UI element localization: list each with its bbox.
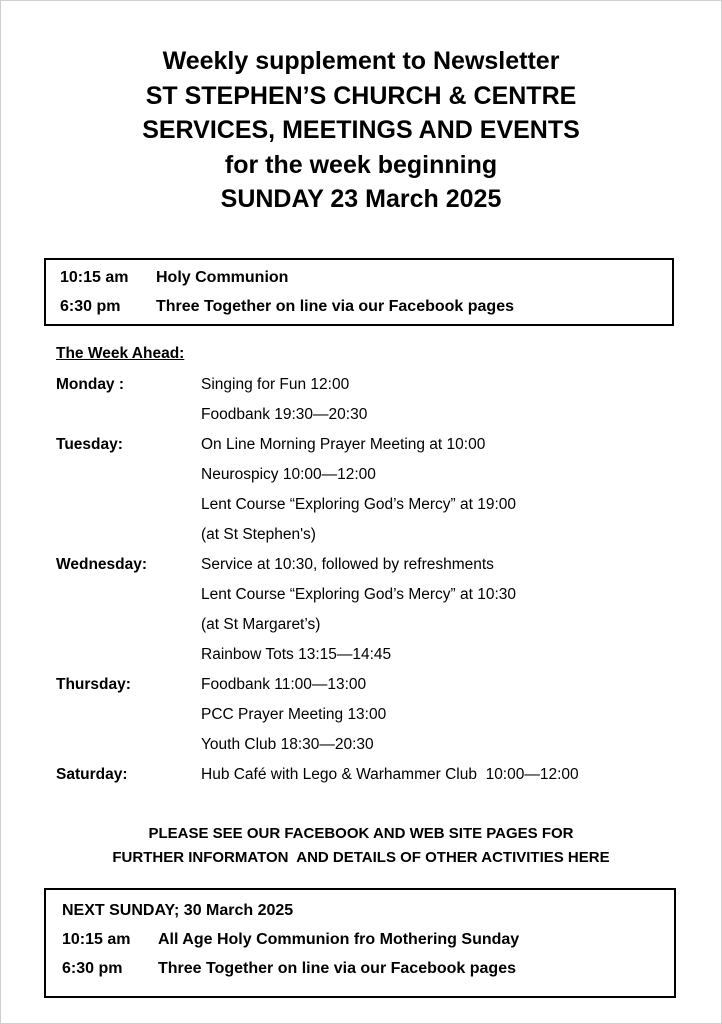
service-time: 10:15 am bbox=[62, 931, 131, 948]
info-notice bbox=[0, 822, 722, 870]
next-sunday-box bbox=[44, 888, 676, 998]
event-item: Hub Café with Lego & Warhammer Club 10:00—12:00 bbox=[201, 766, 579, 783]
sunday-services-box bbox=[44, 258, 674, 326]
day-wednesday: Wednesday: bbox=[56, 556, 148, 573]
heading-line-2: ST STEPHEN’S CHURCH & CENTRE bbox=[145, 81, 577, 110]
event-item: On Line Morning Prayer Meeting at 10:00 bbox=[201, 436, 486, 453]
event-item: (at St Margaret’s) bbox=[201, 616, 321, 633]
notice-line-1: PLEASE SEE OUR FACEBOOK AND WEB SITE PAGES FOR bbox=[148, 825, 574, 842]
service-row bbox=[60, 269, 289, 287]
event-item: Rainbow Tots 13:15—14:45 bbox=[201, 646, 392, 663]
service-event: All Age Holy Communion fro Mothering Sunday bbox=[158, 931, 520, 948]
event-item: Service at 10:30, followed by refreshments bbox=[201, 556, 494, 573]
service-row bbox=[62, 931, 520, 949]
notice-line-2: FURTHER INFORMATON AND DETAILS OF OTHER ACTIVITIES HERE bbox=[112, 849, 610, 866]
newsletter-heading bbox=[0, 44, 722, 217]
event-item: PCC Prayer Meeting 13:00 bbox=[201, 706, 387, 723]
service-event: Three Together on line via our Facebook pages bbox=[156, 298, 514, 315]
event-item: Lent Course “Exploring God’s Mercy” at 19:00 bbox=[201, 496, 517, 513]
event-item: Foodbank 11:00—13:00 bbox=[201, 676, 367, 693]
week-ahead-title: The Week Ahead: bbox=[56, 345, 185, 362]
service-event: Three Together on line via our Facebook pages bbox=[158, 960, 516, 977]
service-time: 6:30 pm bbox=[60, 298, 121, 315]
heading-line-1: Weekly supplement to Newsletter bbox=[162, 47, 560, 75]
day-saturday: Saturday: bbox=[56, 766, 128, 783]
event-item: Lent Course “Exploring God’s Mercy” at 10:30 bbox=[201, 586, 517, 603]
event-item: Foodbank 19:30—20:30 bbox=[201, 406, 368, 423]
service-row bbox=[62, 960, 516, 978]
heading-line-3: SERVICES, MEETINGS AND EVENTS bbox=[142, 116, 580, 144]
next-sunday-title: NEXT SUNDAY; 30 March 2025 bbox=[62, 902, 294, 919]
service-time: 6:30 pm bbox=[62, 960, 123, 977]
event-item: Youth Club 18:30—20:30 bbox=[201, 736, 374, 753]
event-item: Neurospicy 10:00—12:00 bbox=[201, 466, 376, 483]
service-time: 10:15 am bbox=[60, 269, 129, 286]
event-item: Singing for Fun 12:00 bbox=[201, 376, 350, 393]
service-event: Holy Communion bbox=[156, 269, 289, 286]
service-row bbox=[60, 298, 514, 316]
heading-line-5: SUNDAY 23 March 2025 bbox=[220, 185, 502, 213]
day-thursday: Thursday: bbox=[56, 676, 131, 693]
heading-line-4: for the week beginning bbox=[224, 150, 498, 179]
day-tuesday: Tuesday: bbox=[56, 436, 123, 453]
event-item: (at St Stephen's) bbox=[201, 526, 316, 543]
day-monday: Monday : bbox=[56, 376, 125, 393]
